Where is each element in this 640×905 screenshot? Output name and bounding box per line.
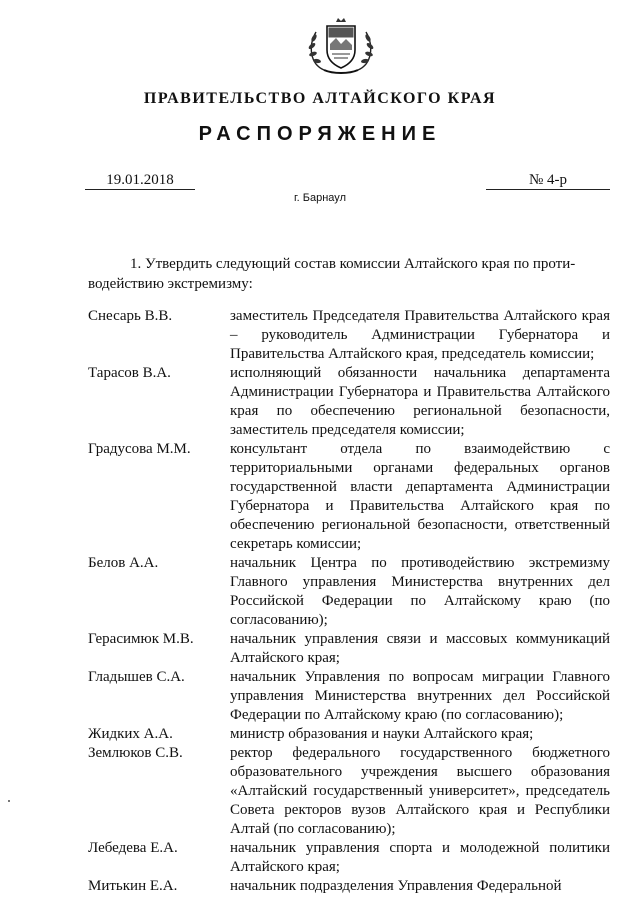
members-list: [88, 307, 610, 896]
member-name: Тарасов В.А.: [88, 365, 171, 381]
member-row: [88, 744, 610, 839]
member-name: Жидких А.А.: [88, 726, 173, 742]
member-row: [88, 364, 610, 440]
member-name: Лебедева Е.А.: [88, 840, 178, 856]
member-name: Белов А.А.: [88, 555, 159, 571]
member-name: Градусова М.М.: [88, 441, 191, 457]
organization-title: ПРАВИТЕЛЬСТВО АЛТАЙСКОГО КРАЯ: [143, 90, 497, 107]
member-row: [88, 440, 610, 554]
margin-mark: [8, 800, 10, 802]
member-position: заместитель Председателя Правительства Алтайского края – руководитель Администрации Губернатора и Правительства Алтайского края, председатель комиссии;: [230, 308, 610, 362]
member-row: [88, 839, 610, 877]
member-position: начальник Центра по противодействию экстремизму Главного управления Министерства внутренних дел Российской Федерации по Алтайскому краю (по согласованию);: [230, 555, 610, 628]
member-row: [88, 554, 610, 630]
coat-of-arms-icon: [300, 14, 382, 78]
member-name: Снесарь В.В.: [88, 308, 173, 324]
member-row: [88, 668, 610, 725]
member-name: Землюков С.В.: [88, 745, 183, 761]
document-city: г. Барнаул: [294, 192, 346, 204]
member-position: начальник подразделения Управления Федеральной: [230, 878, 562, 894]
member-position: начальник управления связи и массовых коммуникаций Алтайского края;: [230, 631, 610, 666]
member-row: [88, 630, 610, 668]
member-row: [88, 307, 610, 364]
member-row: [88, 877, 610, 896]
member-row: [88, 725, 610, 744]
member-position: начальник управления спорта и молодежной политики Алтайского края;: [230, 840, 610, 875]
member-position: начальник Управления по вопросам миграции Главного управления Министерства внутренних дел Российской Федерации по Алтайскому краю (по согласованию);: [230, 669, 610, 723]
member-position: исполняющий обязанности начальника департамента Администрации Губернатора и Правительства Алтайского края по обеспечению региональной безопасности, заместитель председателя комиссии;: [230, 365, 610, 438]
member-name: Герасимюк М.В.: [88, 631, 194, 647]
document-number: № 4-р: [486, 172, 610, 190]
member-position: консультант отдела по взаимодействию с территориальными органами федеральных органов государственной власти департамента Администрации Губернатора и Правительства Алтайского края по обеспечению региональной безопасности, ответственный секретарь комиссии;: [230, 441, 610, 552]
intro-paragraph: [88, 254, 610, 294]
intro-line-1: 1. Утвердить следующий состав комиссии Алтайского края по проти-: [130, 256, 576, 272]
intro-line-2: водействию экстремизму:: [88, 276, 253, 292]
member-name: Митькин Е.А.: [88, 878, 178, 894]
member-position: министр образования и науки Алтайского края;: [230, 726, 534, 742]
document-type-title: РАСПОРЯЖЕНИЕ: [198, 123, 442, 145]
member-position: ректор федерального государственного бюджетного образовательного учреждения высшего образования «Алтайский государственный университет», председатель Совета ректоров вузов Алтайского края и Республики Алтай (по согласованию);: [230, 745, 610, 837]
document-date: 19.01.2018: [85, 172, 195, 190]
member-name: Гладышев С.А.: [88, 669, 185, 685]
